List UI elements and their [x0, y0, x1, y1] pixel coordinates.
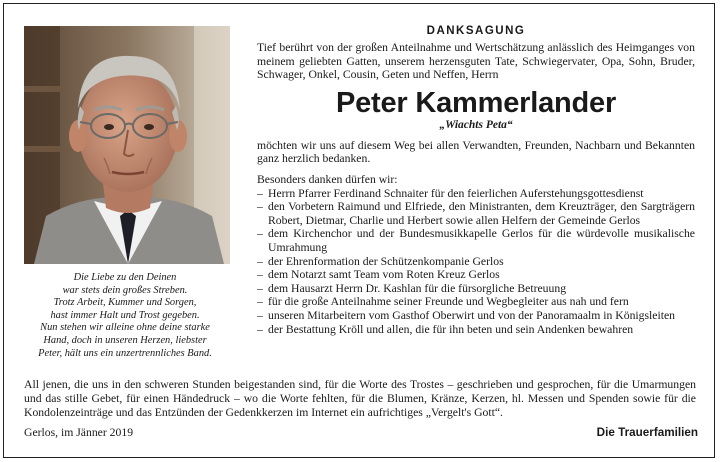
- closing-paragraph: All jenen, die uns in den schweren Stunden beigestanden sind, für die Worte des Trostes – geschrieben und gesprochen, für die Umarmungen und das stille Gebet, für einen Händedruck – wo die Worte fehlten, für die Blumen, Kränze, Kerzen, hl. Messen und Spenden sowie für die Kondolenzeinträge und das Entzünden der Gedenkkerzen im Internet ein aufrichtiges „Vergelt's Gott“.: [24, 378, 696, 419]
- list-item: – unseren Mitarbeitern vom Gasthof Oberwirt und von der Panoramaalm in Königsleiten: [257, 309, 695, 323]
- notice-text-column: [257, 25, 695, 336]
- special-thanks-intro: Besonders danken dürfen wir:: [257, 172, 398, 186]
- list-item: – dem Notarzt samt Team vom Roten Kreuz Gerlos: [257, 268, 695, 282]
- special-thanks-list: [257, 187, 695, 337]
- poem-line: Trotz Arbeit, Kummer und Sorgen,: [53, 297, 197, 309]
- poem-line: war stets dein großes Streben.: [62, 284, 188, 296]
- list-item: – der Bestattung Kröll und allen, die für ihn beten und sein Andenken bewahren: [257, 323, 695, 337]
- list-item: – dem Hausarzt Herrn Dr. Kashlan für die fürsorgliche Betreuung: [257, 282, 695, 296]
- memorial-poem: [18, 272, 232, 360]
- notice-heading: DANKSAGUNG: [426, 25, 526, 37]
- poem-line: Nun stehen wir alleine ohne deine starke: [40, 322, 210, 334]
- portrait-photo: [24, 26, 230, 264]
- list-item: – für die große Anteilnahme seiner Freunde und Wegbegleiter aus nah und fern: [257, 295, 695, 309]
- list-item: – dem Kirchenchor und der Bundesmusikkapelle Gerlos für die würdevolle musikalische Umrahmung: [257, 227, 695, 254]
- intro-paragraph: Tief berührt von der großen Anteilnahme und Wertschätzung anlässlich des Heimganges von meinem geliebten Gatten, unserem herzensguten Tate, Schwiegervater, Opa, Sohn, Bruder, Schwager, Onkel, Cousin, Geten und Neffen, Herrn: [257, 41, 695, 82]
- thanks-paragraph: möchten wir uns auf diesem Weg bei allen Verwandten, Freunden, Nachbarn und Bekannten ganz herzlich bedanken.: [257, 138, 695, 166]
- poem-line: Hand, doch in unseren Herzen, liebster: [43, 334, 207, 346]
- signature: Die Trauerfamilien: [596, 426, 698, 439]
- deceased-nickname: „Wiachts Peta“: [439, 118, 513, 131]
- poem-line: Die Liebe zu den Deinen: [73, 272, 177, 283]
- list-item: – der Ehrenformation der Schützenkompanie Gerlos: [257, 255, 695, 269]
- deceased-name: Peter Kammerlander: [335, 86, 617, 119]
- poem-line: hast immer Halt und Trost gegeben.: [50, 309, 200, 321]
- list-item: – Herrn Pfarrer Ferdinand Schnaiter für den feierlichen Auferstehungsgottesdienst: [257, 187, 695, 201]
- list-item: – den Vorbetern Raimund und Elfriede, den Ministranten, dem Kreuzträger, den Sargträgern Robert, Dietmar, Charlie und Herbert sowie allen Helfern der Gemeinde Gerlos: [257, 200, 695, 227]
- poem-line: Peter, hält uns ein unzertrennliches Band.: [38, 347, 212, 359]
- place-date: Gerlos, im Jänner 2019: [24, 426, 134, 439]
